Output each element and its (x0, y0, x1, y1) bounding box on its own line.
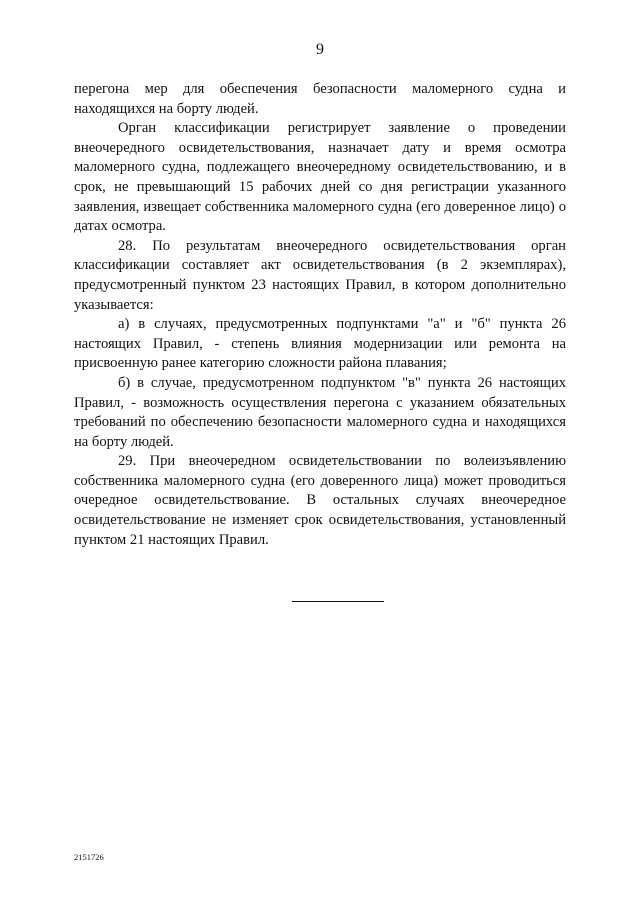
end-separator-line (292, 601, 384, 602)
paragraph-registration: Орган классификации регистрирует заявление о проведении внеочередного освидетельствования, назначает дату и время осмотра маломерного судна, подлежащего внеочередному освидетельствованию, и в срок, не превышающий 15 рабочих дней со дня регистрации указанного заявления, извещает собственника маломерного судна (его доверенное лицо) о датах осмотра. (74, 120, 566, 235)
document-body (74, 80, 566, 550)
paragraph-item-29: 29. При внеочередном освидетельствовании по волеизъявлению собственника маломерного судна (его доверенного лица) может проводиться очередное освидетельствование. В остальных случаях внеочередное освидетельствование не изменяет срок освидетельствования, установленный пунктом 21 настоящих Правил. (74, 453, 566, 548)
paragraph-subitem-b: б) в случае, предусмотренном подпунктом "в" пункта 26 настоящих Правил, - возможность осуществления перегона с указанием обязательных требований по обеспечению безопасности маломерного судна и находящихся на борту людей. (74, 374, 566, 450)
paragraph-item-28: 28. По результатам внеочередного освидетельствования орган классификации составляет акт освидетельствования (в 2 экземплярах), предусмотренный пунктом 23 настоящих Правил, в котором дополнительно указывается: (74, 237, 566, 313)
document-code: 2151726 (74, 852, 104, 862)
paragraph-subitem-a: а) в случаях, предусмотренных подпунктами "а" и "б" пункта 26 настоящих Правил, - степень влияния модернизации или ремонта на присвоенную ранее категорию сложности района плавания; (74, 316, 566, 372)
paragraph-continuation: перегона мер для обеспечения безопасности маломерного судна и находящихся на борту людей. (74, 81, 566, 117)
page-number: 9 (316, 41, 324, 58)
